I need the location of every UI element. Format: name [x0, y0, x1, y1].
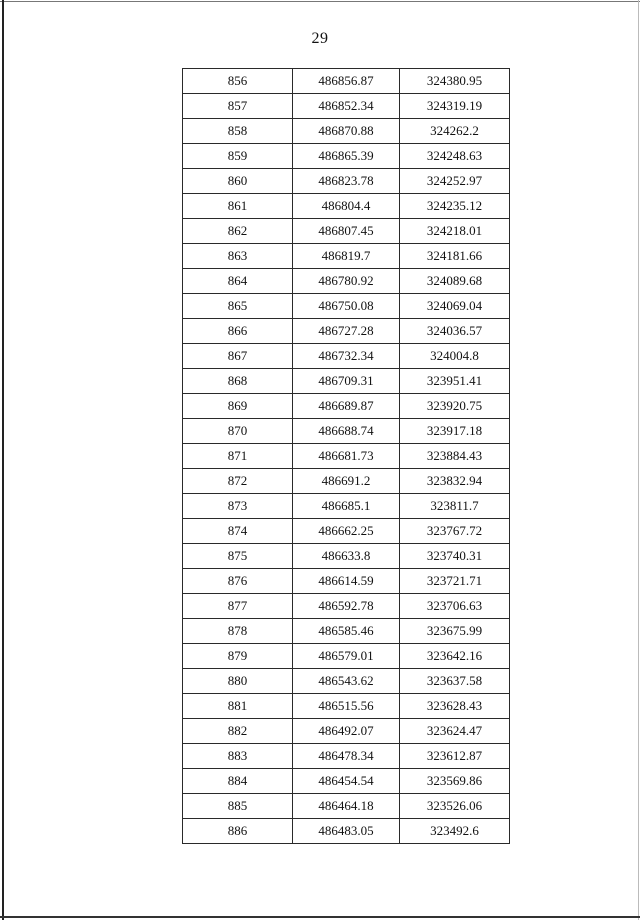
point-number-cell: 884	[183, 769, 293, 794]
page-edge-right	[638, 0, 639, 920]
y-coordinate-cell: 324181.66	[400, 244, 510, 269]
y-coordinate-cell: 323624.47	[400, 719, 510, 744]
table-row	[183, 319, 510, 344]
x-coordinate-cell: 486750.08	[293, 294, 400, 319]
x-coordinate-cell: 486614.59	[293, 569, 400, 594]
point-number-cell: 856	[183, 69, 293, 94]
y-coordinate-cell: 324252.97	[400, 169, 510, 194]
table-row	[183, 219, 510, 244]
y-coordinate-cell: 323526.06	[400, 794, 510, 819]
y-coordinate-cell: 324262.2	[400, 119, 510, 144]
table-row	[183, 419, 510, 444]
y-coordinate-cell: 323642.16	[400, 644, 510, 669]
table-row	[183, 494, 510, 519]
point-number-cell: 871	[183, 444, 293, 469]
point-number-cell: 886	[183, 819, 293, 844]
x-coordinate-cell: 486662.25	[293, 519, 400, 544]
x-coordinate-cell: 486633.8	[293, 544, 400, 569]
x-coordinate-cell: 486492.07	[293, 719, 400, 744]
table-row	[183, 344, 510, 369]
point-number-cell: 874	[183, 519, 293, 544]
page-edge-bottom	[0, 916, 640, 918]
y-coordinate-cell: 323920.75	[400, 394, 510, 419]
x-coordinate-cell: 486807.45	[293, 219, 400, 244]
x-coordinate-cell: 486870.88	[293, 119, 400, 144]
point-number-cell: 865	[183, 294, 293, 319]
point-number-cell: 863	[183, 244, 293, 269]
x-coordinate-cell: 486688.74	[293, 419, 400, 444]
point-number-cell: 861	[183, 194, 293, 219]
point-number-cell: 879	[183, 644, 293, 669]
x-coordinate-cell: 486454.54	[293, 769, 400, 794]
x-coordinate-cell: 486727.28	[293, 319, 400, 344]
table-row	[183, 369, 510, 394]
point-number-cell: 859	[183, 144, 293, 169]
y-coordinate-cell: 323637.58	[400, 669, 510, 694]
y-coordinate-cell: 324036.57	[400, 319, 510, 344]
y-coordinate-cell: 323706.63	[400, 594, 510, 619]
y-coordinate-cell: 324319.19	[400, 94, 510, 119]
x-coordinate-cell: 486709.31	[293, 369, 400, 394]
table-row	[183, 294, 510, 319]
x-coordinate-cell: 486823.78	[293, 169, 400, 194]
point-number-cell: 858	[183, 119, 293, 144]
x-coordinate-cell: 486856.87	[293, 69, 400, 94]
table-row	[183, 194, 510, 219]
y-coordinate-cell: 323721.71	[400, 569, 510, 594]
point-number-cell: 864	[183, 269, 293, 294]
table-row	[183, 469, 510, 494]
coordinates-table	[182, 68, 510, 844]
x-coordinate-cell: 486852.34	[293, 94, 400, 119]
y-coordinate-cell: 324235.12	[400, 194, 510, 219]
y-coordinate-cell: 323951.41	[400, 369, 510, 394]
y-coordinate-cell: 323492.6	[400, 819, 510, 844]
point-number-cell: 878	[183, 619, 293, 644]
x-coordinate-cell: 486804.4	[293, 194, 400, 219]
point-number-cell: 885	[183, 794, 293, 819]
x-coordinate-cell: 486689.87	[293, 394, 400, 419]
x-coordinate-cell: 486579.01	[293, 644, 400, 669]
y-coordinate-cell: 324004.8	[400, 344, 510, 369]
x-coordinate-cell: 486685.1	[293, 494, 400, 519]
y-coordinate-cell: 323628.43	[400, 694, 510, 719]
x-coordinate-cell: 486681.73	[293, 444, 400, 469]
point-number-cell: 862	[183, 219, 293, 244]
point-number-cell: 882	[183, 719, 293, 744]
x-coordinate-cell: 486464.18	[293, 794, 400, 819]
point-number-cell: 880	[183, 669, 293, 694]
table-row	[183, 644, 510, 669]
table-row	[183, 269, 510, 294]
table-row	[183, 744, 510, 769]
point-number-cell: 866	[183, 319, 293, 344]
point-number-cell: 876	[183, 569, 293, 594]
x-coordinate-cell: 486592.78	[293, 594, 400, 619]
table-row	[183, 569, 510, 594]
table-row	[183, 819, 510, 844]
y-coordinate-cell: 323832.94	[400, 469, 510, 494]
y-coordinate-cell: 324248.63	[400, 144, 510, 169]
page-edge-top	[0, 1, 640, 2]
table-row	[183, 444, 510, 469]
point-number-cell: 867	[183, 344, 293, 369]
table-row	[183, 69, 510, 94]
table-row	[183, 394, 510, 419]
x-coordinate-cell: 486865.39	[293, 144, 400, 169]
x-coordinate-cell: 486483.05	[293, 819, 400, 844]
x-coordinate-cell: 486732.34	[293, 344, 400, 369]
y-coordinate-cell: 323569.86	[400, 769, 510, 794]
table-row	[183, 119, 510, 144]
table-row	[183, 619, 510, 644]
table-row	[183, 169, 510, 194]
x-coordinate-cell: 486585.46	[293, 619, 400, 644]
y-coordinate-cell: 323767.72	[400, 519, 510, 544]
point-number-cell: 877	[183, 594, 293, 619]
point-number-cell: 873	[183, 494, 293, 519]
table-row	[183, 94, 510, 119]
point-number-cell: 872	[183, 469, 293, 494]
y-coordinate-cell: 323917.18	[400, 419, 510, 444]
x-coordinate-cell: 486515.56	[293, 694, 400, 719]
table-row	[183, 519, 510, 544]
point-number-cell: 870	[183, 419, 293, 444]
point-number-cell: 875	[183, 544, 293, 569]
table-row	[183, 669, 510, 694]
y-coordinate-cell: 323884.43	[400, 444, 510, 469]
y-coordinate-cell: 324089.68	[400, 269, 510, 294]
y-coordinate-cell: 324218.01	[400, 219, 510, 244]
table-row	[183, 144, 510, 169]
point-number-cell: 860	[183, 169, 293, 194]
table-row	[183, 794, 510, 819]
y-coordinate-cell: 324380.95	[400, 69, 510, 94]
point-number-cell: 869	[183, 394, 293, 419]
table-row	[183, 544, 510, 569]
y-coordinate-cell: 323811.7	[400, 494, 510, 519]
y-coordinate-cell: 323675.99	[400, 619, 510, 644]
table-row	[183, 719, 510, 744]
page-number: 29	[311, 30, 329, 47]
table-row	[183, 694, 510, 719]
x-coordinate-cell: 486543.62	[293, 669, 400, 694]
point-number-cell: 881	[183, 694, 293, 719]
point-number-cell: 868	[183, 369, 293, 394]
coordinates-table-body	[183, 69, 510, 844]
x-coordinate-cell: 486691.2	[293, 469, 400, 494]
table-row	[183, 769, 510, 794]
table-row	[183, 244, 510, 269]
point-number-cell: 883	[183, 744, 293, 769]
page-edge-left	[2, 0, 4, 920]
y-coordinate-cell: 324069.04	[400, 294, 510, 319]
y-coordinate-cell: 323740.31	[400, 544, 510, 569]
x-coordinate-cell: 486478.34	[293, 744, 400, 769]
x-coordinate-cell: 486780.92	[293, 269, 400, 294]
table-row	[183, 594, 510, 619]
point-number-cell: 857	[183, 94, 293, 119]
y-coordinate-cell: 323612.87	[400, 744, 510, 769]
x-coordinate-cell: 486819.7	[293, 244, 400, 269]
